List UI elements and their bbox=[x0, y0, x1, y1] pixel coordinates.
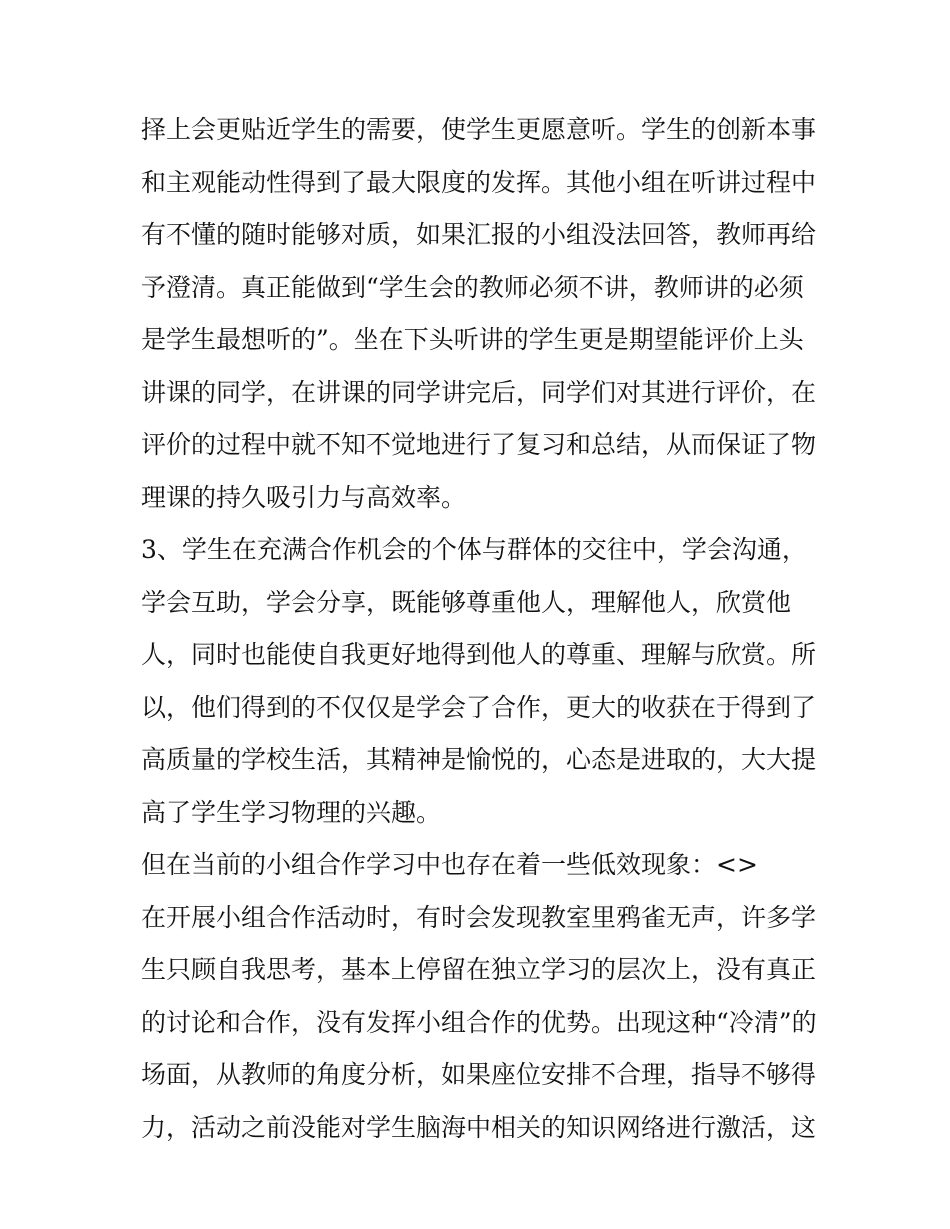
text-line: 讲课的同学，在讲课的同学讲完后，同学们对其进行评价，在 bbox=[141, 377, 817, 407]
document-body bbox=[141, 104, 821, 1154]
text-line: 但在当前的小组合作学习中也存在着一些低效现象：<> bbox=[141, 850, 758, 879]
text-line: 3、学生在充满合作机会的个体与群体的交往中，学会沟通， bbox=[141, 535, 807, 564]
text-line: 在开展小组合作活动时，有时会发现教室里鸦雀无声，许多学 bbox=[141, 902, 817, 932]
text-line: 学会互助，学会分享，既能够尊重他人，理解他人，欣赏他 bbox=[141, 587, 792, 617]
text-line: 择上会更贴近学生的需要，使学生更愿意听。学生的创新本事 bbox=[141, 115, 817, 144]
text-line: 有不懂的随时能够对质，如果汇报的小组没法回答，教师再给 bbox=[141, 220, 817, 249]
text-line: 高质量的学校生活，其精神是愉悦的，心态是进取的，大大提 bbox=[141, 745, 817, 774]
text-line: 以，他们得到的不仅仅是学会了合作，更大的收获在于得到了 bbox=[141, 692, 817, 722]
text-line: 场面，从教师的角度分析，如果座位安排不合理，指导不够得 bbox=[141, 1060, 817, 1089]
text-line: 力，活动之前没能对学生脑海中相关的知识网络进行激活，这 bbox=[141, 1112, 817, 1142]
text-line: 的讨论和合作，没有发挥小组合作的优势。出现这种“冷清”的 bbox=[141, 1007, 817, 1037]
text-line: 评价的过程中就不知不觉地进行了复习和总结，从而保证了物 bbox=[141, 430, 817, 459]
text-line: 予澄清。真正能做到“学生会的教师必须不讲，教师讲的必须 bbox=[141, 272, 804, 302]
text-line: 是学生最想听的”。坐在下头听讲的学生更是期望能评价上头 bbox=[141, 325, 804, 354]
text-line: 人，同时也能使自我更好地得到他人的尊重、理解与欣赏。所 bbox=[141, 640, 817, 669]
text-line: 理课的持久吸引力与高效率。 bbox=[141, 482, 467, 512]
text-line: 高了学生学习物理的兴趣。 bbox=[141, 797, 442, 827]
text-line: 生只顾自我思考，基本上停留在独立学习的层次上，没有真正 bbox=[141, 955, 817, 984]
text-line: 和主观能动性得到了最大限度的发挥。其他小组在听讲过程中 bbox=[141, 167, 817, 197]
